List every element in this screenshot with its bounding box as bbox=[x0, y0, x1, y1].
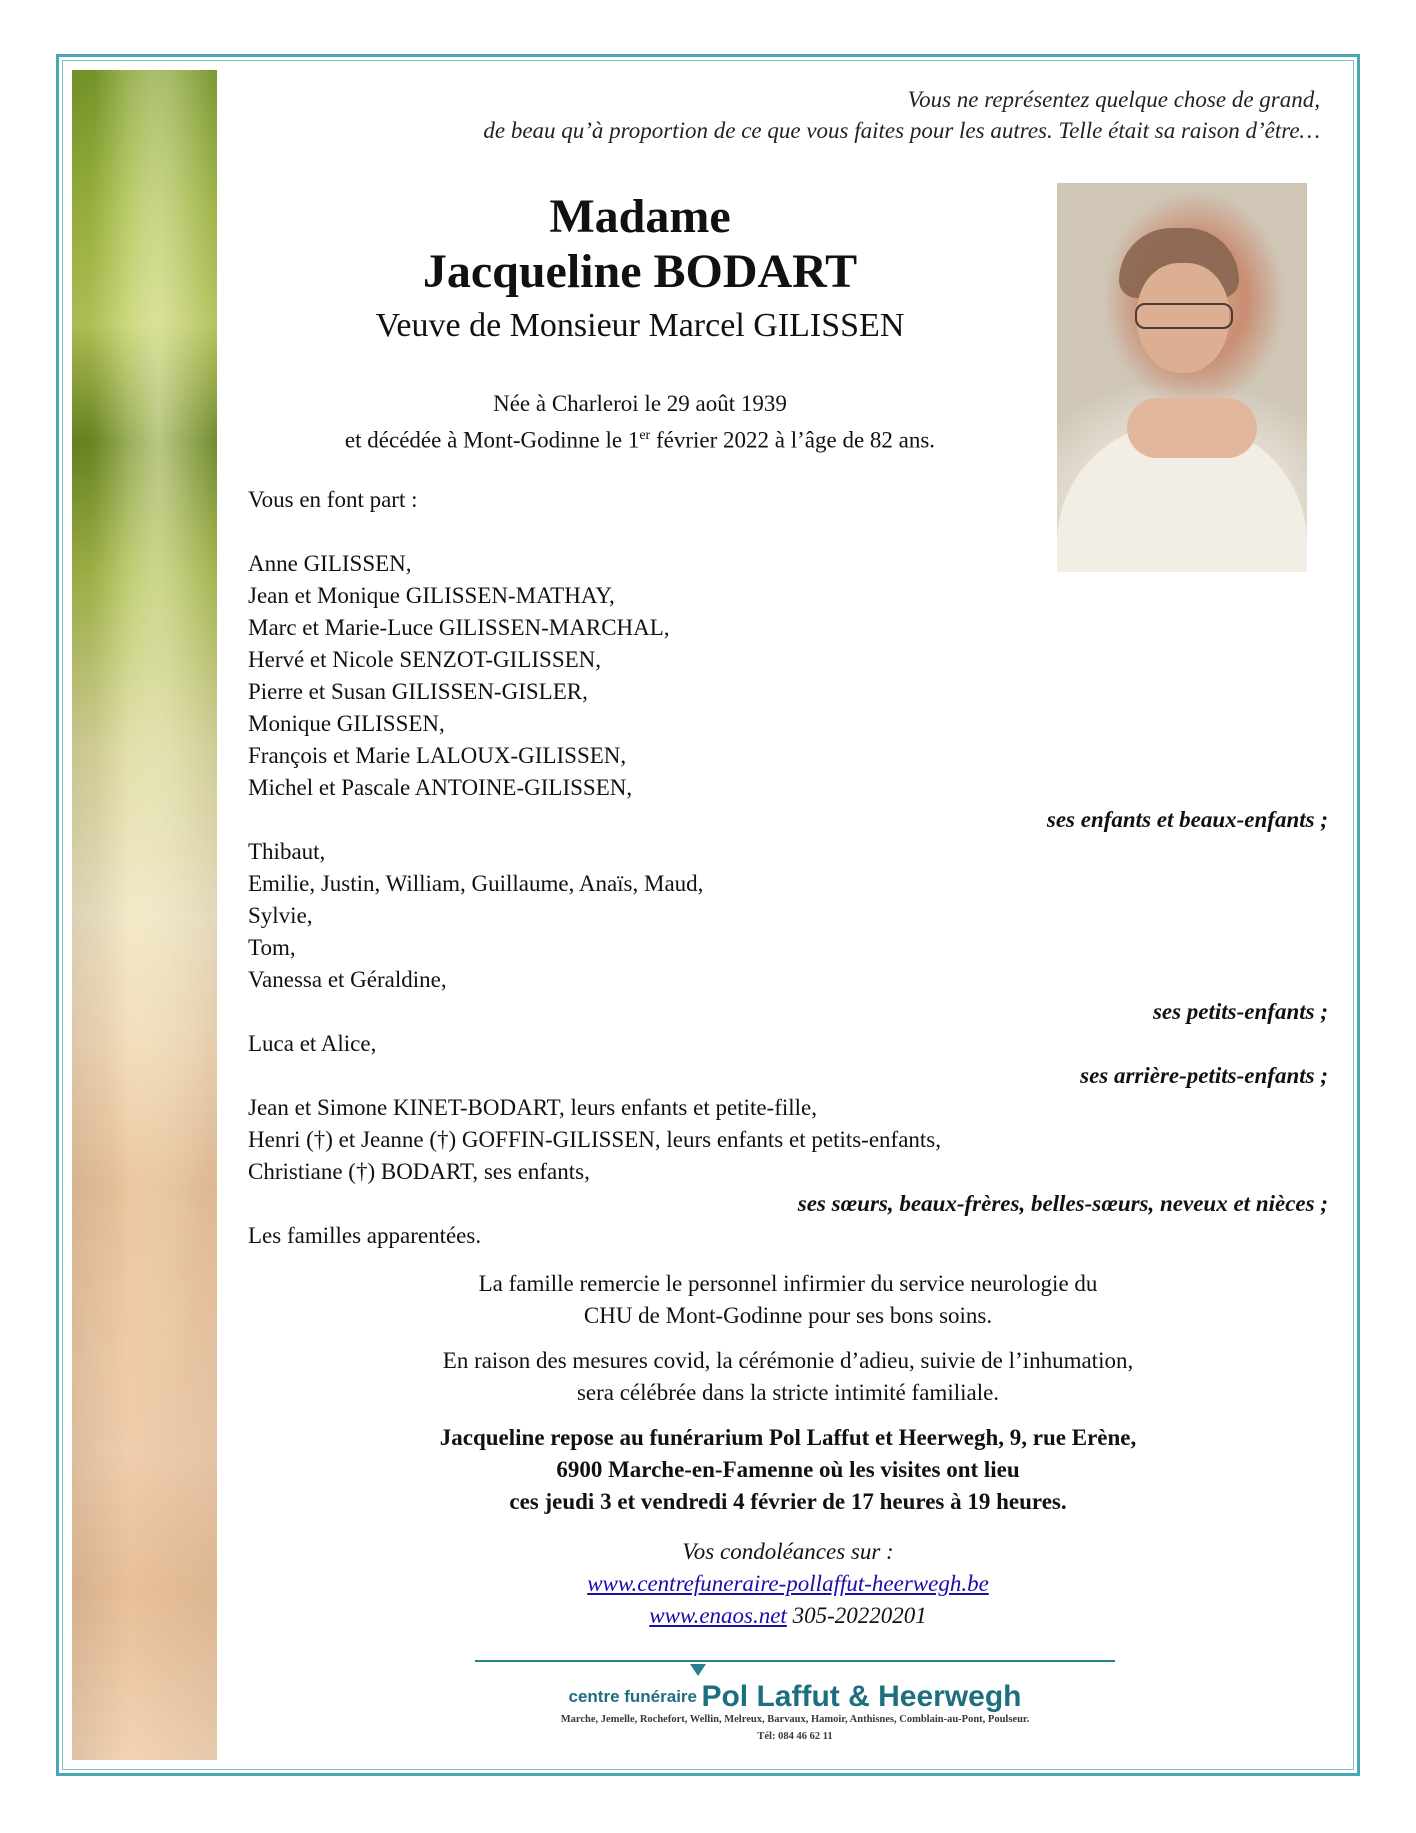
list-item: Michel et Pascale ANTOINE-GILISSEN, bbox=[248, 775, 633, 800]
list-item: Jean et Simone KINET-BODART, leurs enfants et petite-fille, bbox=[248, 1095, 818, 1120]
deceased-name: Jacqueline BODART bbox=[422, 245, 858, 298]
list-item: Les familles apparentées. bbox=[248, 1223, 482, 1248]
list-item: Tom, bbox=[248, 935, 296, 960]
group-label: ses petits-enfants ; bbox=[1152, 999, 1328, 1024]
logo-triangle-icon bbox=[690, 1664, 706, 1676]
thanks-paragraph: La famille remercie le personnel infirmier du service neurologie du CHU de Mont-Godinne pour ses bons soins. bbox=[478, 1271, 1098, 1328]
logo-small-text: centre funéraire bbox=[568, 1687, 697, 1706]
list-item: Marc et Marie-Luce GILISSEN-MARCHAL, bbox=[248, 615, 670, 640]
list-item: Luca et Alice, bbox=[248, 1031, 377, 1056]
logo-phone: Tél: 084 46 62 11 bbox=[757, 1731, 833, 1742]
group-label: ses arrière-petits-enfants ; bbox=[1080, 1063, 1328, 1088]
group-label: ses enfants et beaux-enfants ; bbox=[1046, 807, 1328, 832]
list-item: Anne GILISSEN, bbox=[248, 551, 412, 576]
list-item: Pierre et Susan GILISSEN-GISLER, bbox=[248, 679, 588, 704]
enaos-link[interactable]: www.enaos.net bbox=[649, 1603, 787, 1628]
deceased-header bbox=[240, 190, 1040, 348]
birth-death-dates bbox=[240, 388, 1040, 457]
list-item: Christiane (†) BODART, ses enfants, bbox=[248, 1159, 590, 1184]
list-item: Hervé et Nicole SENZOT-GILISSEN, bbox=[248, 647, 602, 672]
quote-line: de beau qu’à proportion de ce que vous faites pour les autres. Telle était sa raison d’être… bbox=[483, 118, 1320, 143]
death-line: et décédée à Mont-Godinne le 1er février 2022 à l’âge de 82 ans. bbox=[344, 427, 936, 453]
quote-line: Vous ne représentez quelque chose de grand, bbox=[907, 87, 1320, 112]
covid-paragraph: En raison des mesures covid, la cérémonie d’adieu, suivie de l’inhumation, sera célébrée dans la stricte intimité familiale. bbox=[442, 1348, 1134, 1405]
birth-line: Née à Charleroi le 29 août 1939 bbox=[493, 391, 787, 416]
list-item: Emilie, Justin, William, Guillaume, Anaïs, Maud, bbox=[248, 871, 704, 896]
list-item: François et Marie LALOUX-GILISSEN, bbox=[248, 743, 627, 768]
list-item: Sylvie, bbox=[248, 903, 313, 928]
forest-path-photo bbox=[72, 70, 217, 1760]
funeral-home-link[interactable]: www.centrefuneraire-pollaffut-heerwegh.be bbox=[587, 1571, 989, 1596]
reference-number: 305-20220201 bbox=[786, 1603, 927, 1628]
condolences-label: Vos condoléances sur : bbox=[682, 1539, 894, 1564]
logo-brand-text: Pol Laffut & Heerwegh bbox=[701, 1680, 1022, 1713]
list-item: Monique GILISSEN, bbox=[248, 711, 445, 736]
list-item: Thibaut, bbox=[248, 839, 326, 864]
list-item: Jean et Monique GILISSEN-MATHAY, bbox=[248, 583, 615, 608]
widow-of: Veuve de Monsieur Marcel GILISSEN bbox=[375, 307, 905, 344]
condolences bbox=[248, 1536, 1328, 1632]
list-item: Vanessa et Géraldine, bbox=[248, 967, 447, 992]
funeral-home-logo bbox=[470, 1680, 1120, 1714]
announce: Vous en font part : bbox=[248, 487, 418, 512]
logo-divider bbox=[475, 1660, 1115, 1662]
epigraph-quote bbox=[320, 84, 1320, 146]
list-item: Henri (†) et Jeanne (†) GOFFIN-GILISSEN, leurs enfants et petits-enfants, bbox=[248, 1127, 942, 1152]
visitation-paragraph: Jacqueline repose au funérarium Pol Laffut et Heerwegh, 9, rue Erène, 6900 Marche-en-Famenne où les visites ont lieu ces jeudi 3 et vendredi 4 février de 17 heures à 19 heures. bbox=[439, 1425, 1137, 1514]
family-list bbox=[248, 484, 1328, 1252]
logo-towns: Marche, Jemelle, Rochefort, Wellin, Melreux, Barvaux, Hamoir, Anthisnes, Comblain-au-Pont, Poulseur. bbox=[560, 1714, 1030, 1725]
salutation: Madame bbox=[549, 190, 731, 243]
group-label: ses sœurs, beaux-frères, belles-sœurs, neveux et nièces ; bbox=[797, 1191, 1328, 1216]
